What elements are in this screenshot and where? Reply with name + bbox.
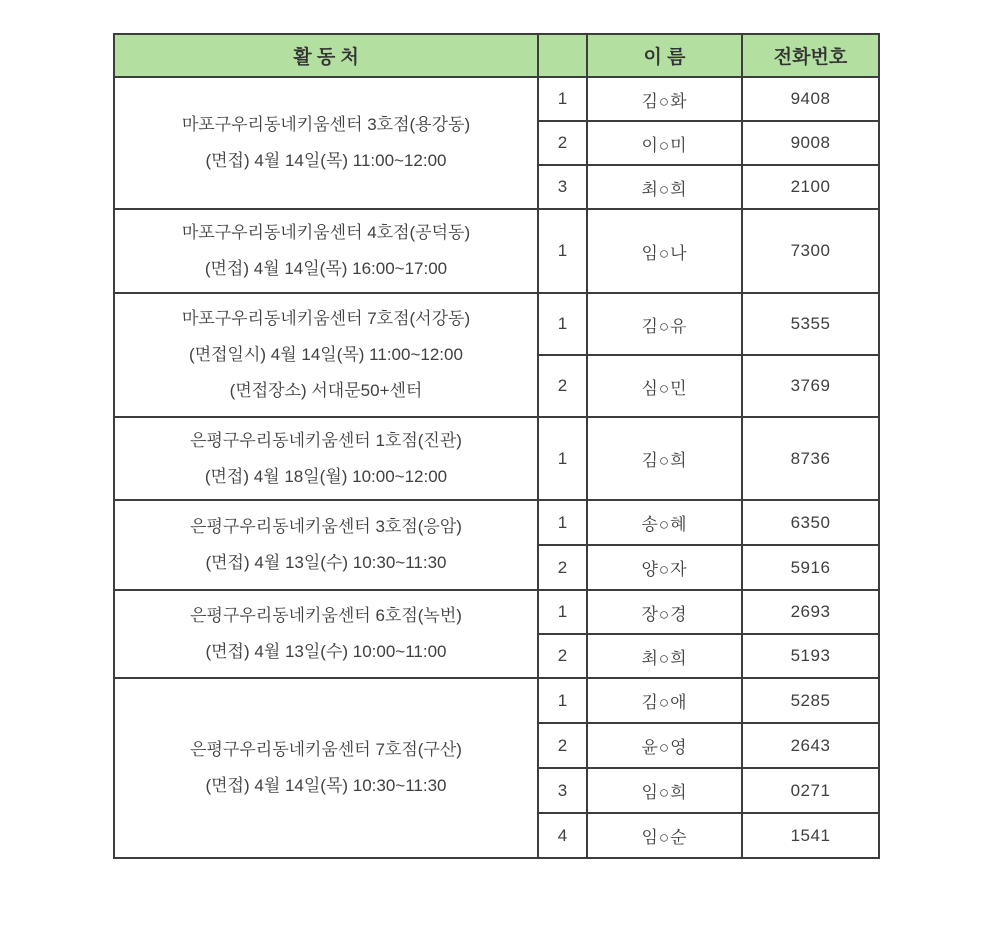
member-number: 3 xyxy=(538,768,587,813)
header-name: 이 름 xyxy=(587,34,742,77)
activity-line: 마포구우리동네키움센터 4호점(공덕동) xyxy=(181,223,471,243)
member-number: 1 xyxy=(538,678,587,723)
member-number: 1 xyxy=(538,500,587,545)
member-phone: 9008 xyxy=(742,121,879,165)
member-phone: 1541 xyxy=(742,813,879,858)
member-phone: 3769 xyxy=(742,355,879,417)
member-name: 임○나 xyxy=(587,209,742,293)
member-phone: 6350 xyxy=(742,500,879,545)
member-row xyxy=(114,293,879,355)
member-phone: 0271 xyxy=(742,768,879,813)
member-name: 최○희 xyxy=(587,634,742,678)
member-number: 2 xyxy=(538,723,587,768)
activity-line: (면접) 4월 13일(수) 10:30~11:30 xyxy=(205,553,447,572)
roster-body xyxy=(114,77,879,858)
activity-line: 마포구우리동네키움센터 7호점(서강동) xyxy=(181,309,471,329)
member-name: 임○순 xyxy=(587,813,742,858)
member-name: 송○혜 xyxy=(587,500,742,545)
member-number: 1 xyxy=(538,590,587,634)
member-name: 심○민 xyxy=(587,355,742,417)
activity-cell xyxy=(114,209,538,293)
member-name: 김○애 xyxy=(587,678,742,723)
activity-line: (면접일시) 4월 14일(목) 11:00~12:00 xyxy=(189,345,463,365)
header-number xyxy=(538,34,587,77)
header-phone: 전화번호 xyxy=(742,34,879,77)
member-number: 1 xyxy=(538,293,587,355)
header-row xyxy=(114,34,879,77)
activity-line: 은평구우리동네키움센터 1호점(진관) xyxy=(190,430,462,450)
member-row xyxy=(114,417,879,500)
member-row xyxy=(114,500,879,545)
member-number: 2 xyxy=(538,634,587,678)
member-phone: 8736 xyxy=(742,417,879,500)
member-phone: 5193 xyxy=(742,634,879,678)
member-name: 임○희 xyxy=(587,768,742,813)
member-number: 2 xyxy=(538,545,587,590)
activity-line: (면접) 4월 14일(목) 16:00~17:00 xyxy=(204,259,448,278)
activity-cell xyxy=(114,590,538,678)
member-name: 김○화 xyxy=(587,77,742,121)
member-name: 김○유 xyxy=(587,293,742,355)
activity-line: (면접) 4월 13일(수) 10:00~11:00 xyxy=(205,642,447,661)
activity-cell xyxy=(114,678,538,858)
member-number: 3 xyxy=(538,165,587,209)
member-phone: 5916 xyxy=(742,545,879,590)
activity-cell xyxy=(114,500,538,590)
member-row xyxy=(114,678,879,723)
member-row xyxy=(114,209,879,293)
member-name: 최○희 xyxy=(587,165,742,209)
activity-line: 은평구우리동네키움센터 3호점(응암) xyxy=(190,517,462,537)
activity-line: (면접) 4월 18일(월) 10:00~12:00 xyxy=(204,466,448,486)
member-phone: 2100 xyxy=(742,165,879,209)
activity-cell xyxy=(114,293,538,417)
member-name: 김○희 xyxy=(587,417,742,500)
member-phone: 9408 xyxy=(742,77,879,121)
member-row xyxy=(114,590,879,634)
member-number: 1 xyxy=(538,417,587,500)
member-number: 2 xyxy=(538,355,587,417)
member-number: 1 xyxy=(538,77,587,121)
activity-line: 은평구우리동네키움센터 6호점(녹번) xyxy=(190,606,462,626)
member-name: 장○경 xyxy=(587,590,742,634)
member-number: 1 xyxy=(538,209,587,293)
activity-roster-table xyxy=(113,33,880,859)
member-phone: 5355 xyxy=(742,293,879,355)
header-activity: 활 동 처 xyxy=(114,34,538,77)
activity-cell xyxy=(114,77,538,209)
member-phone: 7300 xyxy=(742,209,879,293)
member-phone: 5285 xyxy=(742,678,879,723)
activity-cell xyxy=(114,417,538,500)
member-number: 4 xyxy=(538,813,587,858)
activity-line: 마포구우리동네키움센터 3호점(용강동) xyxy=(181,115,471,135)
member-number: 2 xyxy=(538,121,587,165)
member-phone: 2693 xyxy=(742,590,879,634)
activity-line: 은평구우리동네키움센터 7호점(구산) xyxy=(190,740,462,760)
activity-line: (면접장소) 서대문50+센터 xyxy=(229,380,423,400)
member-row xyxy=(114,77,879,121)
member-name: 윤○영 xyxy=(587,723,742,768)
member-name: 이○미 xyxy=(587,121,742,165)
member-name: 양○자 xyxy=(587,545,742,590)
activity-line: (면접) 4월 14일(목) 11:00~12:00 xyxy=(205,151,447,170)
activity-line: (면접) 4월 14일(목) 10:30~11:30 xyxy=(205,776,447,795)
member-phone: 2643 xyxy=(742,723,879,768)
